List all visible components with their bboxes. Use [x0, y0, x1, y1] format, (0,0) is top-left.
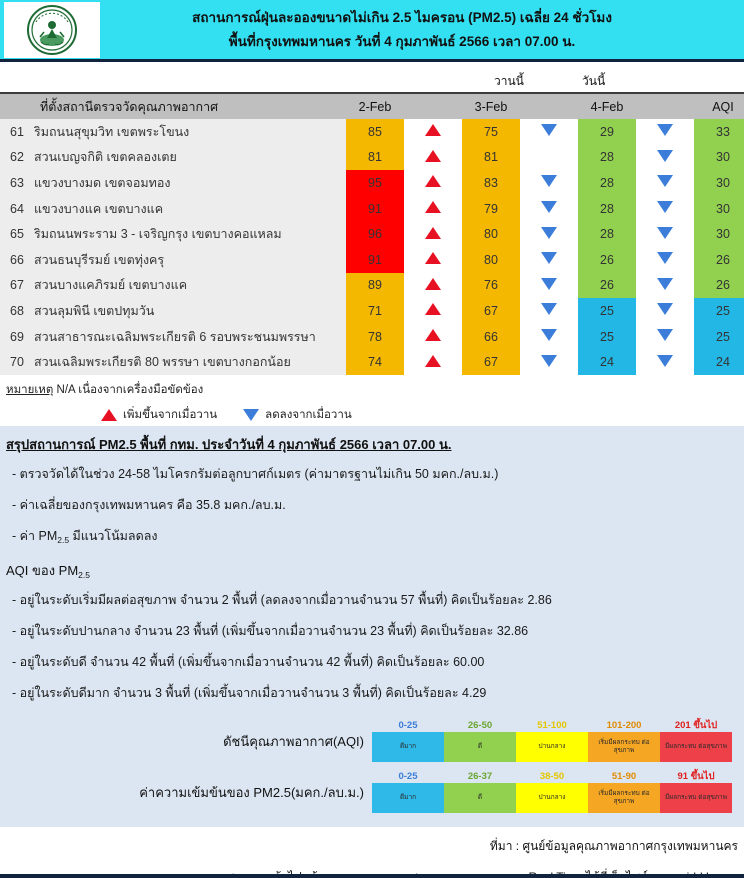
- arrow-down-icon: [657, 150, 673, 162]
- value-2feb: 91: [346, 196, 404, 222]
- value-2feb: 85: [346, 119, 404, 145]
- value-aqi: 30: [694, 196, 744, 222]
- aqi-heading-prefix: AQI ของ PM: [6, 562, 79, 578]
- value-aqi: 30: [694, 170, 744, 196]
- summary-bullet-trend: [12, 526, 734, 546]
- value-aqi: 30: [694, 221, 744, 247]
- legend-swatch: ปานกลาง: [516, 783, 588, 813]
- legend-swatch: ดีมาก: [372, 783, 444, 813]
- legend-range: 0-25: [398, 770, 418, 782]
- value-3feb: 80: [462, 247, 520, 273]
- legend-row: [0, 719, 744, 762]
- value-4feb: 29: [578, 119, 636, 145]
- value-3feb: 79: [462, 196, 520, 222]
- trend-arrow-3: [636, 273, 694, 299]
- trend-arrow-1: [404, 298, 462, 324]
- trend-arrow-3: [636, 196, 694, 222]
- trend-arrow-2: [520, 145, 578, 171]
- trend-arrow-1: [404, 196, 462, 222]
- notes-up-label: เพิ่มขึ้นจากเมื่อวาน: [123, 408, 218, 421]
- arrow-down-icon: [657, 201, 673, 213]
- arrow-down-icon: [657, 175, 673, 187]
- legend-range: 26-37: [467, 770, 493, 782]
- trend-arrow-1: [404, 324, 462, 350]
- value-aqi: 25: [694, 298, 744, 324]
- arrow-down-icon: [541, 329, 557, 341]
- arrow-down-icon: [541, 303, 557, 315]
- value-aqi: 24: [694, 349, 744, 375]
- table-row: [0, 196, 744, 222]
- color-scale-legend: [0, 715, 744, 827]
- station-name: ริมถนนพระราม 3 - เจริญกรุง เขตบางคอแหลม: [34, 221, 346, 247]
- row-number: 61: [0, 119, 34, 145]
- arrow-down-icon: [657, 124, 673, 136]
- legend-cell: [444, 719, 516, 762]
- report-title-line1: สถานการณ์ฝุ่นละอองขนาดไม่เกิน 2.5 ไมครอน (PM2.5) เฉลี่ย 24 ชั่วโมง: [192, 9, 612, 25]
- header-date-2feb: 2-Feb: [346, 94, 404, 119]
- station-measurements-table: [0, 94, 744, 375]
- trend-arrow-3: [636, 170, 694, 196]
- arrow-up-icon: [101, 409, 117, 421]
- row-number: 63: [0, 170, 34, 196]
- trend-arrow-2: [520, 196, 578, 222]
- arrow-down-icon: [657, 355, 673, 367]
- legend-cell: [588, 770, 660, 813]
- bma-logo-container: [4, 2, 100, 58]
- arrow-down-icon: [541, 201, 557, 213]
- trend-suffix: มีแนวโน้มลดลง: [69, 528, 158, 543]
- value-3feb: 67: [462, 349, 520, 375]
- row-number: 67: [0, 273, 34, 299]
- trend-arrow-3: [636, 349, 694, 375]
- trend-arrow-1: [404, 247, 462, 273]
- table-row: [0, 298, 744, 324]
- value-2feb: 91: [346, 247, 404, 273]
- legend-cell: [444, 770, 516, 813]
- legend-row: [0, 770, 744, 813]
- trend-subscript: 2.5: [57, 534, 70, 545]
- label-today: วันนี้: [582, 74, 606, 88]
- station-name: สวนเฉลิมพระเกียรติ 80 พรรษา เขตบางกอกน้อย: [34, 349, 346, 375]
- legend-cell: [516, 770, 588, 813]
- value-2feb: 81: [346, 145, 404, 171]
- legend-range: 0-25: [398, 719, 418, 731]
- arrow-down-icon: [541, 252, 557, 264]
- legend-range: 101-200: [606, 719, 642, 731]
- row-number: 64: [0, 196, 34, 222]
- notes-label: หมายเหตุ: [6, 383, 54, 396]
- trend-arrow-3: [636, 145, 694, 171]
- legend-range: 51-90: [611, 770, 637, 782]
- value-aqi: 26: [694, 273, 744, 299]
- trend-arrow-2: [520, 170, 578, 196]
- header-arrow-2: [520, 94, 578, 119]
- arrow-up-icon: [425, 227, 441, 239]
- trend-arrow-2: [520, 349, 578, 375]
- station-name: แขวงบางแค เขตบางแค: [34, 196, 346, 222]
- arrow-down-icon: [541, 124, 557, 136]
- summary-heading: สรุปสถานการณ์ PM2.5 พื้นที่ กทม. ประจำวันที่ 4 กุมภาพันธ์ 2566 เวลา 07.00 น.: [6, 436, 452, 452]
- legend-bar: [372, 770, 732, 813]
- legend-cell: [588, 719, 660, 762]
- header-aqi: AQI: [694, 94, 744, 119]
- value-aqi: 25: [694, 324, 744, 350]
- value-3feb: 76: [462, 273, 520, 299]
- legend-swatch: ดี: [444, 783, 516, 813]
- legend-range: 26-50: [467, 719, 493, 731]
- aqi-bullet-moderate: - อยู่ในระดับปานกลาง จำนวน 23 พื้นที่ (เพิ่มขึ้นจากเมื่อวานจำนวน 23 พื้นที่) คิดเป็นร้อยละ 32.86: [12, 623, 529, 638]
- station-name: สวนบางแคภิรมย์ เขตบางแค: [34, 273, 346, 299]
- station-name: สวนสาธารณะเฉลิมพระเกียรติ 6 รอบพระชนมพรรษา: [34, 324, 346, 350]
- station-name: สวนลุมพินี เขตปทุมวัน: [34, 298, 346, 324]
- trend-arrow-1: [404, 221, 462, 247]
- value-aqi: 33: [694, 119, 744, 145]
- header-date-3feb: 3-Feb: [462, 94, 520, 119]
- legend-range: 38-50: [539, 770, 565, 782]
- arrow-down-icon: [657, 329, 673, 341]
- legend-cell: [372, 770, 444, 813]
- legend-cell: [372, 719, 444, 762]
- header-date-4feb: 4-Feb: [578, 94, 636, 119]
- table-header-row: [0, 94, 744, 119]
- table-row: [0, 273, 744, 299]
- value-2feb: 71: [346, 298, 404, 324]
- arrow-up-icon: [425, 124, 441, 136]
- arrow-up-icon: [425, 329, 441, 341]
- arrow-up-icon: [425, 355, 441, 367]
- value-2feb: 96: [346, 221, 404, 247]
- summary-section: [0, 426, 744, 715]
- value-2feb: 95: [346, 170, 404, 196]
- arrow-down-icon: [541, 355, 557, 367]
- trend-arrow-2: [520, 119, 578, 145]
- table-row: [0, 119, 744, 145]
- value-4feb: 28: [578, 221, 636, 247]
- legend-row-label: ดัชนีคุณภาพอากาศ(AQI): [223, 733, 364, 749]
- row-number: 65: [0, 221, 34, 247]
- row-number: 69: [0, 324, 34, 350]
- legend-swatch: มีผลกระทบ ต่อสุขภาพ: [660, 783, 732, 813]
- value-3feb: 83: [462, 170, 520, 196]
- arrow-up-icon: [425, 175, 441, 187]
- legend-cell: [516, 719, 588, 762]
- trend-arrow-2: [520, 221, 578, 247]
- trend-arrow-3: [636, 298, 694, 324]
- bottom-rule: [0, 874, 744, 878]
- arrow-up-icon: [425, 252, 441, 264]
- value-4feb: 26: [578, 247, 636, 273]
- notes-na-line: [6, 381, 744, 399]
- trend-arrow-2: [520, 273, 578, 299]
- label-yesterday: วานนี้: [494, 74, 524, 88]
- legend-cell: [660, 719, 732, 762]
- aqi-bullet-very-good: - อยู่ในระดับดีมาก จำนวน 3 พื้นที่ (เพิ่มขึ้นจากเมื่อวานจำนวน 3 พื้นที่) คิดเป็นร้อยละ 4.29: [12, 685, 487, 700]
- legend-swatch: ดี: [444, 732, 516, 762]
- trend-arrow-3: [636, 119, 694, 145]
- arrow-down-icon: [657, 278, 673, 290]
- value-4feb: 28: [578, 196, 636, 222]
- arrow-up-icon: [425, 201, 441, 213]
- arrow-down-icon: [657, 252, 673, 264]
- value-4feb: 28: [578, 145, 636, 171]
- legend-range: 51-100: [537, 719, 567, 731]
- trend-arrow-2: [520, 324, 578, 350]
- summary-bullet-average: - ค่าเฉลี่ยของกรุงเทพมหานคร คือ 35.8 มคก./ลบ.ม.: [12, 497, 286, 512]
- value-3feb: 66: [462, 324, 520, 350]
- value-2feb: 78: [346, 324, 404, 350]
- notes-section: [0, 375, 744, 426]
- table-body: [0, 119, 744, 375]
- trend-arrow-1: [404, 119, 462, 145]
- value-3feb: 67: [462, 298, 520, 324]
- header-arrow-1: [404, 94, 462, 119]
- table-row: [0, 145, 744, 171]
- station-name: สวนเบญจกิติ เขตคลองเตย: [34, 145, 346, 171]
- table-row: [0, 221, 744, 247]
- legend-swatch: ปานกลาง: [516, 732, 588, 762]
- value-aqi: 30: [694, 145, 744, 171]
- trend-arrow-3: [636, 247, 694, 273]
- value-4feb: 28: [578, 170, 636, 196]
- arrow-up-icon: [425, 303, 441, 315]
- legend-range: 91 ขึ้นไป: [677, 770, 715, 782]
- notes-down-label: ลดลงจากเมื่อวาน: [265, 408, 352, 421]
- notes-na-text: N/A เนื่องจากเครื่องมือขัดข้อง: [56, 383, 204, 396]
- trend-arrow-2: [520, 247, 578, 273]
- value-2feb: 89: [346, 273, 404, 299]
- value-aqi: 26: [694, 247, 744, 273]
- value-3feb: 81: [462, 145, 520, 171]
- summary-bullet-range: - ตรวจวัดได้ในช่วง 24-58 ไมโครกรัมต่อลูกบาศก์เมตร (ค่ามาตรฐานไม่เกิน 50 มคก./ลบ.ม.): [12, 466, 499, 481]
- arrow-down-icon: [243, 409, 259, 421]
- report-footer: [0, 827, 744, 878]
- trend-prefix: - ค่า PM: [12, 528, 58, 543]
- legend-range: 201 ขึ้นไป: [674, 719, 718, 731]
- legend-swatch: ดีมาก: [372, 732, 444, 762]
- header-station-name: ที่ตั้งสถานีตรวจวัดคุณภาพอากาศ: [34, 94, 346, 119]
- value-4feb: 25: [578, 324, 636, 350]
- legend-swatch: เริ่มมีผลกระทบ ต่อสุขภาพ: [588, 732, 660, 762]
- legend-bar: [372, 719, 732, 762]
- header-arrow-3: [636, 94, 694, 119]
- trend-arrow-2: [520, 298, 578, 324]
- table-row: [0, 170, 744, 196]
- header-title-group: [100, 8, 744, 51]
- arrow-down-icon: [657, 303, 673, 315]
- trend-arrow-3: [636, 324, 694, 350]
- trend-arrow-1: [404, 170, 462, 196]
- legend-row-label: ค่าความเข้มข้นของ PM2.5(มคก./ลบ.ม.): [139, 784, 364, 800]
- header-row-number: [0, 94, 34, 119]
- report-header: [0, 0, 744, 62]
- arrow-down-icon: [541, 278, 557, 290]
- table-row: [0, 247, 744, 273]
- table-row: [0, 349, 744, 375]
- row-number: 66: [0, 247, 34, 273]
- table-row: [0, 324, 744, 350]
- arrow-down-icon: [541, 175, 557, 187]
- value-3feb: 75: [462, 119, 520, 145]
- aqi-bullet-unhealthy-sensitive: - อยู่ในระดับเริ่มมีผลต่อสุขภาพ จำนวน 2 พื้นที่ (ลดลงจากเมื่อวานจำนวน 57 พื้นที่) คิดเป็นร้อยละ 2.86: [12, 592, 552, 607]
- trend-arrow-1: [404, 145, 462, 171]
- legend-swatch: มีผลกระทบ ต่อสุขภาพ: [660, 732, 732, 762]
- notes-arrow-legend: [6, 406, 744, 424]
- arrow-up-icon: [425, 150, 441, 162]
- report-title-line2: พื้นที่กรุงเทพมหานคร วันที่ 4 กุมภาพันธ์ 2566 เวลา 07.00 น.: [228, 33, 576, 49]
- value-2feb: 74: [346, 349, 404, 375]
- row-number: 62: [0, 145, 34, 171]
- value-3feb: 80: [462, 221, 520, 247]
- legend-swatch: เริ่มมีผลกระทบ ต่อสุขภาพ: [588, 783, 660, 813]
- station-name: สวนธนบุรีรมย์ เขตทุ่งครุ: [34, 247, 346, 273]
- day-label-band: [0, 62, 744, 94]
- trend-arrow-1: [404, 349, 462, 375]
- row-number: 70: [0, 349, 34, 375]
- value-4feb: 25: [578, 298, 636, 324]
- arrow-down-icon: [541, 227, 557, 239]
- value-4feb: 24: [578, 349, 636, 375]
- arrow-down-icon: [657, 227, 673, 239]
- aqi-subheading: [6, 560, 734, 581]
- arrow-up-icon: [425, 278, 441, 290]
- station-name: ริมถนนสุขุมวิท เขตพระโขนง: [34, 119, 346, 145]
- value-4feb: 26: [578, 273, 636, 299]
- aqi-bullet-good: - อยู่ในระดับดี จำนวน 42 พื้นที่ (เพิ่มขึ้นจากเมื่อวานจำนวน 42 พื้นที่) คิดเป็นร้อยละ 60.00: [12, 654, 485, 669]
- legend-cell: [660, 770, 732, 813]
- bma-seal-icon: [26, 4, 78, 56]
- trend-arrow-3: [636, 221, 694, 247]
- footer-source: ที่มา : ศูนย์ข้อมูลคุณภาพอากาศกรุงเทพมหานคร: [489, 838, 738, 853]
- trend-arrow-1: [404, 273, 462, 299]
- row-number: 68: [0, 298, 34, 324]
- aqi-heading-subscript: 2.5: [78, 569, 90, 580]
- station-name: แขวงบางมด เขตจอมทอง: [34, 170, 346, 196]
